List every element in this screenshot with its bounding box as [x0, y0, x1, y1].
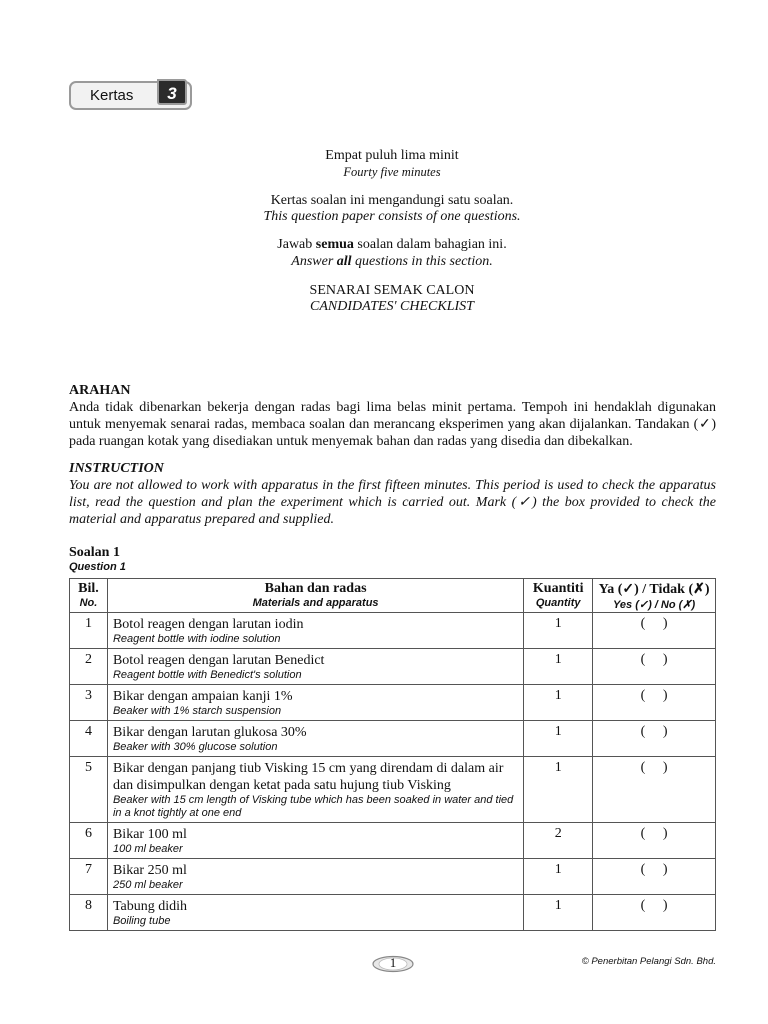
row-check-box[interactable] — [593, 757, 716, 823]
instruction-text: You are not allowed to work with apparatus in the first fifteen minutes. This period is used to check the apparatus list, read the question and plan the experiment which is carried out. Mark (✓) the box provided to check the material and apparatus prepared and supplied. — [69, 478, 716, 527]
question-heading — [69, 545, 716, 573]
item-name-en: 100 ml beaker — [112, 843, 183, 855]
header-no: Bil. No. — [70, 579, 108, 613]
answer-en-emphasis: all — [336, 254, 352, 269]
instruction-heading: INSTRUCTION — [69, 461, 164, 476]
answer-ms: Jawab semua soalan dalam bahagian ini. — [277, 237, 507, 252]
table-row — [70, 721, 716, 757]
row-number: 2 — [70, 649, 108, 685]
row-quantity: 1 — [524, 649, 593, 685]
row-check-box[interactable] — [593, 649, 716, 685]
item-name-ms: Botol reagen dengan larutan iodin — [112, 617, 304, 632]
row-check-box[interactable] — [593, 685, 716, 721]
item-name-ms: Bikar dengan ampaian kanji 1% — [112, 689, 293, 704]
paper-tag — [69, 81, 192, 110]
arahan-text: Anda tidak dibenarkan bekerja dengan radas bagi lima belas minit pertama. Tempoh ini hendaklah digunakan untuk menyemak senarai radas, membaca soalan dan merancang eksperimen yang akan dijalankan. Tandakan (✓) pada ruangan kotak yang disediakan untuk menyemak bahan dan radas yang disedia dan dibekalkan. — [69, 400, 716, 449]
item-name-en: Beaker with 30% glucose solution — [112, 741, 278, 753]
table-row — [70, 757, 716, 823]
table-row — [70, 895, 716, 931]
row-number: 7 — [70, 859, 108, 895]
questions-en: This question paper consists of one questions. — [263, 209, 521, 224]
check-box-brackets[interactable]: ( ) — [640, 724, 668, 739]
checklist-title-en: CANDIDATES' CHECKLIST — [310, 299, 474, 314]
check-box-brackets[interactable]: ( ) — [640, 688, 668, 703]
row-check-box[interactable] — [593, 613, 716, 649]
item-name-en: Reagent bottle with iodine solution — [112, 633, 281, 645]
instruction-section — [69, 461, 716, 528]
apparatus-checklist-table — [69, 578, 716, 931]
answer-ms-emphasis: semua — [315, 237, 354, 252]
table-header-row — [70, 579, 716, 613]
row-quantity: 1 — [524, 685, 593, 721]
row-check-box[interactable] — [593, 859, 716, 895]
page-number-text: 1 — [389, 955, 397, 970]
row-quantity: 1 — [524, 613, 593, 649]
row-number: 3 — [70, 685, 108, 721]
table-row — [70, 613, 716, 649]
questions-ms: Kertas soalan ini mengandungi satu soalan. — [270, 193, 514, 208]
row-number: 5 — [70, 757, 108, 823]
row-item — [107, 613, 523, 649]
answer-en: Answer all questions in this section. — [291, 254, 493, 269]
publisher-credit: © Penerbitan Pelangi Sdn. Bhd. — [581, 956, 716, 967]
paper-number-badge: 3 — [157, 79, 187, 105]
item-name-en: Reagent bottle with Benedict's solution — [112, 669, 302, 681]
question-title: Soalan 1 — [69, 545, 120, 560]
table-row — [70, 685, 716, 721]
arahan-heading: ARAHAN — [69, 383, 131, 398]
row-item — [107, 721, 523, 757]
item-name-ms: Bikar 100 ml — [112, 827, 187, 842]
check-box-brackets[interactable]: ( ) — [640, 898, 668, 913]
row-check-box[interactable] — [593, 823, 716, 859]
paper-tag-label: Kertas — [90, 87, 134, 104]
table-row — [70, 823, 716, 859]
header-item: Bahan dan radas Materials and apparatus — [107, 579, 523, 613]
page-number — [372, 954, 414, 974]
row-quantity: 1 — [524, 721, 593, 757]
question-subtitle: Question 1 — [69, 561, 126, 573]
row-quantity: 1 — [524, 895, 593, 931]
row-item — [107, 757, 523, 823]
check-box-brackets[interactable]: ( ) — [640, 826, 668, 841]
arahan-section — [69, 383, 716, 450]
check-box-brackets[interactable]: ( ) — [640, 862, 668, 877]
header-qty: Kuantiti Quantity — [524, 579, 593, 613]
row-item — [107, 649, 523, 685]
item-name-ms: Tabung didih — [112, 899, 188, 914]
check-box-brackets[interactable]: ( ) — [640, 760, 668, 775]
item-name-en: Beaker with 15 cm length of Visking tube which has been soaked in water and tied in a knot tightly at one end — [112, 794, 514, 819]
row-number: 8 — [70, 895, 108, 931]
row-item — [107, 823, 523, 859]
time-ms: Empat puluh lima minit — [325, 148, 459, 163]
header-check: Ya (✓) / Tidak (✗) Yes (✓) / No (✗) — [593, 579, 716, 613]
item-name-ms: Bikar dengan larutan glukosa 30% — [112, 725, 307, 740]
item-name-en: Beaker with 1% starch suspension — [112, 705, 282, 717]
row-quantity: 1 — [524, 859, 593, 895]
row-quantity: 1 — [524, 757, 593, 823]
row-check-box[interactable] — [593, 721, 716, 757]
row-item — [107, 895, 523, 931]
table-row — [70, 859, 716, 895]
table-row — [70, 649, 716, 685]
check-box-brackets[interactable]: ( ) — [640, 652, 668, 667]
row-number: 1 — [70, 613, 108, 649]
time-en: Fourty five minutes — [343, 165, 441, 179]
row-item — [107, 859, 523, 895]
row-number: 4 — [70, 721, 108, 757]
item-name-ms: Bikar dengan panjang tiub Visking 15 cm yang direndam di dalam air dan disimpulkan dengan ketat pada satu hujung tiub Visking — [112, 761, 504, 793]
row-item — [107, 685, 523, 721]
item-name-ms: Botol reagen dengan larutan Benedict — [112, 653, 325, 668]
item-name-en: 250 ml beaker — [112, 879, 183, 891]
row-quantity: 2 — [524, 823, 593, 859]
checklist-title-ms: SENARAI SEMAK CALON — [309, 283, 475, 298]
item-name-en: Boiling tube — [112, 915, 171, 927]
item-name-ms: Bikar 250 ml — [112, 863, 187, 878]
check-box-brackets[interactable]: ( ) — [640, 616, 668, 631]
row-check-box[interactable] — [593, 895, 716, 931]
row-number: 6 — [70, 823, 108, 859]
